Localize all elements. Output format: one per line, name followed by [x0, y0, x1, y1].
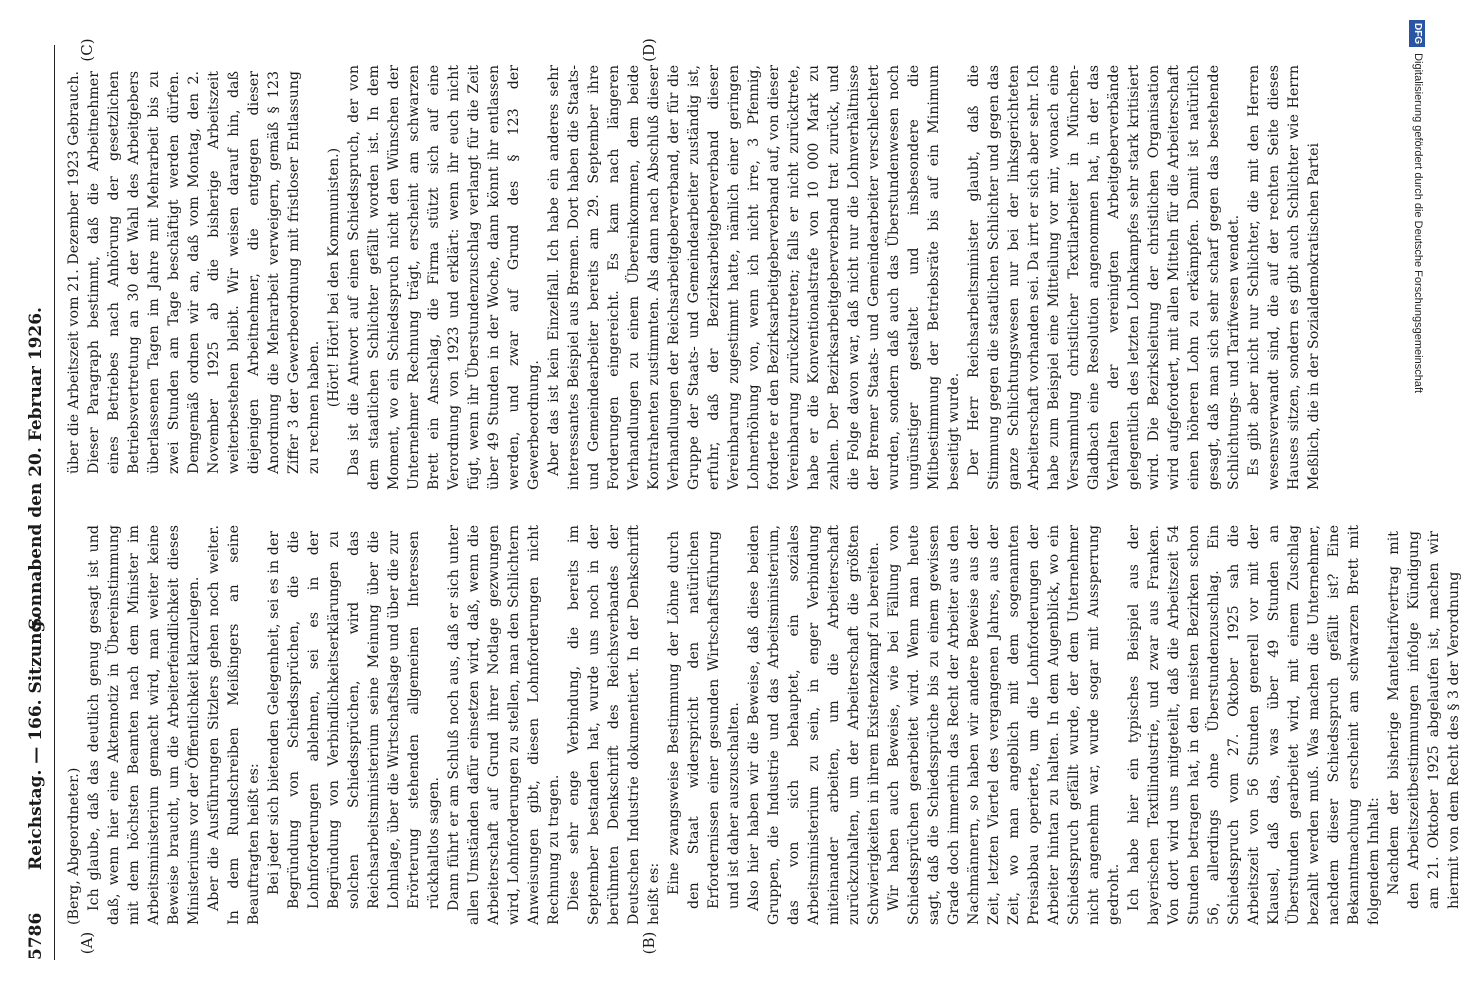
- paragraph: Diese sehr enge Verbindung, die bereits im September bestanden hat, wurde uns noch in der berühmten Denkschrift des Reichsverbandes der Deutschen Industrie dokumentiert. In der Denkschrift heißt es:: [566, 525, 662, 925]
- left-column: [64, 525, 1462, 925]
- quote-paragraph: Nachdem der bisherige Manteltarifvertrag mit den Arbeitszeitbestimmungen infolge Kündigung am 21. Oktober 1925 abgelaufen ist, machen wir hiermit von dem Recht des § 3 der Verordnung: [1386, 531, 1462, 909]
- session-title: Reichstag. — 166. Sitzung.: [26, 614, 46, 870]
- paragraph: Aber das ist kein Einzelfall. Ich habe ein anderes sehr interessantes Beispiel aus Bremen. Dort haben die Staats- und Gemeindearbeiter bereits am 29. September ihre Forderungen eingereicht. Es kam nach längeren Verhandlungen zu einem Übereinkommen, dem beide Kontrahenten zustimmten. Als dann nach Abschluß dieser Verhandlungen der Reichsarbeitgeberverband, der für die Gruppe der Staats- und Gemeindearbeiter zuständig ist, erfuhr, daß der Bezirksarbeitgeberverband dieser Vereinbarung zugestimmt hatte, nämlich einer geringen Lohnerhöhung von, wenn ich nicht irre, 3 Pfennig, forderte er den Bezirksarbeitgeberverband auf, von dieser Vereinbarung zurückzutreten; falls er nicht zurücktrete, habe er die Konventionalstrafe von 10 000 Mark zu zahlen. Der Bezirksarbeitgeberverband trat zurück, und die Folge davon war, daß nicht nur die Lohnverhältnisse der Bremer Staats- und Gemeindearbeiter verschlechtert wurden, sondern daß auch das Überstundenwesen noch ungünstiger gestaltet und insbesondere die Mitbestimmung der Betriebsräte bis auf ein Minimum beseitigt wurde.: [546, 65, 962, 490]
- session-date: Sonnabend den 20. Februar 1926.: [26, 307, 46, 630]
- paragraph: Also hier haben wir die Beweise, daß diese beiden Gruppen, die Industrie und das Arbeitsministerium, das von sich behauptet, ein soziales Arbeitsministerium zu sein, in enger Verbindung miteinander arbeiten, um die Arbeiterschaft zurückzuhalten, um der Arbeiterschaft die größten Schwierigkeiten in ihrem Existenzkampf zu bereiten.: [746, 525, 882, 925]
- digitization-footer: [1408, 10, 1428, 990]
- dfg-logo: DFG: [1409, 20, 1425, 47]
- paragraph: Ich habe hier ein typisches Beispiel aus der bayerischen Textilindustrie, und zwar aus Franken. Von dort wird uns mitgeteilt, daß die Arbeitszeit 54 Stunden betragen hat, in den meisten Bezirken schon 56, allerdings ohne Überstundenzuschlag. Ein Schiedsspruch vom 27. Oktober 1925 sah die Arbeitszeit von 56 Stunden generell vor mit der Klausel, daß das, was über 49 Stunden an Überstunden gearbeitet wird, mit einem Zuschlag bezahlt werden muß. Was machen die Unternehmer, nachdem dieser Schiedsspruch gefällt ist? Eine Bekanntmachung erscheint am schwarzen Brett mit folgendem Inhalt:: [1126, 525, 1382, 925]
- quote-paragraph: über die Arbeitszeit vom 21. Dezember 1923 Gebrauch. Dieser Paragraph bestimmt, daß die Arbeitnehmer eines Betriebes nach Anhörung der gesetzlichen Betriebsvertretung an 30 der Wahl des Arbeitgebers überlassenen Tagen im Jahre mit Mehrarbeit bis zu zwei Stunden am Tage beschäftigt werden dürfen. Demgemäß ordnen wir an, daß vom Montag, den 2. November 1925 ab die bisherige Arbeitszeit weiterbestehen bleibt. Wir weisen darauf hin, daß diejenigen Arbeitnehmer, die entgegen dieser Anordnung die Mehrarbeit verweigern, gemäß § 123 Ziffer 3 der Gewerbeordnung mit fristloser Entlassung zu rechnen haben.: [66, 71, 322, 474]
- paragraph: Der Herr Reichsarbeitsminister glaubt, daß die Stimmung gegen die staatlichen Schlichter und gegen das ganze Schlichtungswesen nur bei der linksgerichteten Arbeiterschaft vorhanden sei. Da irrt er sich aber sehr. Ich habe zum Beispiel eine Mitteilung vor mir, wonach eine Versammlung christlicher Textilarbeiter in München-Gladbach eine Resolution angenommen hat, in der das Verhalten der vereinigten Arbeitgeberverbände gelegentlich des letzten Lohnkampfes sehr stark kritisiert wird. Die Bezirksleitung der christlichen Organisation wird aufgefordert, mit allen Mitteln für die Arbeiterschaft einen höheren Lohn zu erkämpfen. Damit ist natürlich gesagt, daß man sich sehr scharf gegen das bestehende Schlichtungs- und Tarifwesen wendet.: [966, 65, 1242, 490]
- quote-paragraph: Eine zwangsweise Bestimmung der Löhne durch den Staat widerspricht den natürlichen Erfordernissen einer gesunden Wirtschaftsführung und ist daher auszuschalten.: [666, 531, 742, 909]
- paragraph: Dann führt er am Schluß noch aus, daß er sich unter allen Umständen dafür einsetzen wird, daß, wenn die Arbeiterschaft auf Grund ihrer Notlage gezwungen wird, Lohnforderungen zu stellen, man den Schlichtern Anweisungen gibt, diesen Lohnforderungen nicht Rechnung zu tragen.: [446, 525, 562, 925]
- header-rule: [54, 45, 55, 960]
- paragraph: Das ist die Antwort auf einen Schiedsspruch, der von dem staatlichen Schlichter gefällt worden ist. In dem Moment, wo ein Schiedsspruch nicht den Wünschen der Unternehmer Rechnung trägt, erscheint am schwarzen Brett ein Anschlag, die Firma stützt sich auf eine Verordnung von 1923 und erklärt: wenn ihr euch nicht fügt, wenn ihr Überstundenzuschlag verlangt für die Zeit über 49 Stunden in der Woche, dann könnt ihr entlassen werden, und zwar auf Grund des § 123 der Gewerbeordnung.: [346, 65, 542, 490]
- paragraph: Wir haben auch Beweise, wie bei Fällung von Schiedssprüchen gearbeitet wird. Wenn man heute sagt, daß die Schiedssprüche bis zu einem gewissen Grade doch immerhin das Recht der Arbeiter aus den Nachmännern, so haben wir andere Beweise aus der Zeit, letzten Viertel des vergangenen Jahres, aus der Zeit, wo man angeblich mit dem sogenannten Preisabbau operierte, um die Lohnforderungen der Arbeiter hintan zu halten. In dem Augenblick, wo ein Schiedsspruch gefällt wurde, der dem Unternehmer nicht angenehm war, wurde sogar mit Aussperrung gedroht.: [886, 525, 1122, 925]
- paragraph: Aber die Ausführungen Sitzlers gehen noch weiter. In dem Rundschreiben Meißingers an seine Beauftragten heißt es:: [206, 525, 262, 925]
- page-number: 5786: [26, 912, 46, 960]
- margin-marker-c: (C): [78, 38, 96, 62]
- margin-marker-d: (D): [640, 38, 658, 62]
- margin-marker-b: (B): [640, 931, 658, 955]
- paragraph: Es gibt aber nicht nur Schlichter, die mit den Herren wesensverwandt sind, die auf der rechten Seite dieses Hauses sitzen, sondern es gibt auch Schlichter wie Herrn Meßlich, die in der Sozialdemokratischen Partei: [1246, 65, 1322, 490]
- margin-marker-a: (A): [78, 931, 96, 955]
- speaker-line: (Berg, Abgeordneter.): [66, 767, 82, 925]
- interjection: (Hört! Hört! bei den Kommunisten.): [326, 147, 342, 408]
- paragraph: Ich glaube, daß das deutlich genug gesagt ist und daß, wenn hier eine Aktennotiz in Übereinstimmung mit dem höchsten Beamten nach dem Minister im Arbeitsministerium gemacht wird, man weiter keine Beweise braucht, um die Arbeiterfeindlichkeit dieses Ministeriums vor der Öffentlichkeit klarzulegen.: [86, 525, 202, 925]
- funding-note: Digitalisierung gefördert durch die Deutsche Forschungsgemeinschaft: [1412, 53, 1424, 394]
- page-header: [20, 35, 50, 960]
- right-column: [64, 65, 1324, 490]
- quote-paragraph: Bei jeder sich bietenden Gelegenheit, sei es in der Begründung von Schiedssprüchen, die die Lohnforderungen ablehnen, sei es in der Begründung von Verbindlichkeitserklärungen zu solchen Schiedssprüchen, wird das Reichsarbeitsministerium seine Meinung über die Lohnlage, über die Wirtschaftslage und über die zur Erörterung stehenden allgemeinen Interessen rückhaltlos sagen.: [266, 531, 442, 909]
